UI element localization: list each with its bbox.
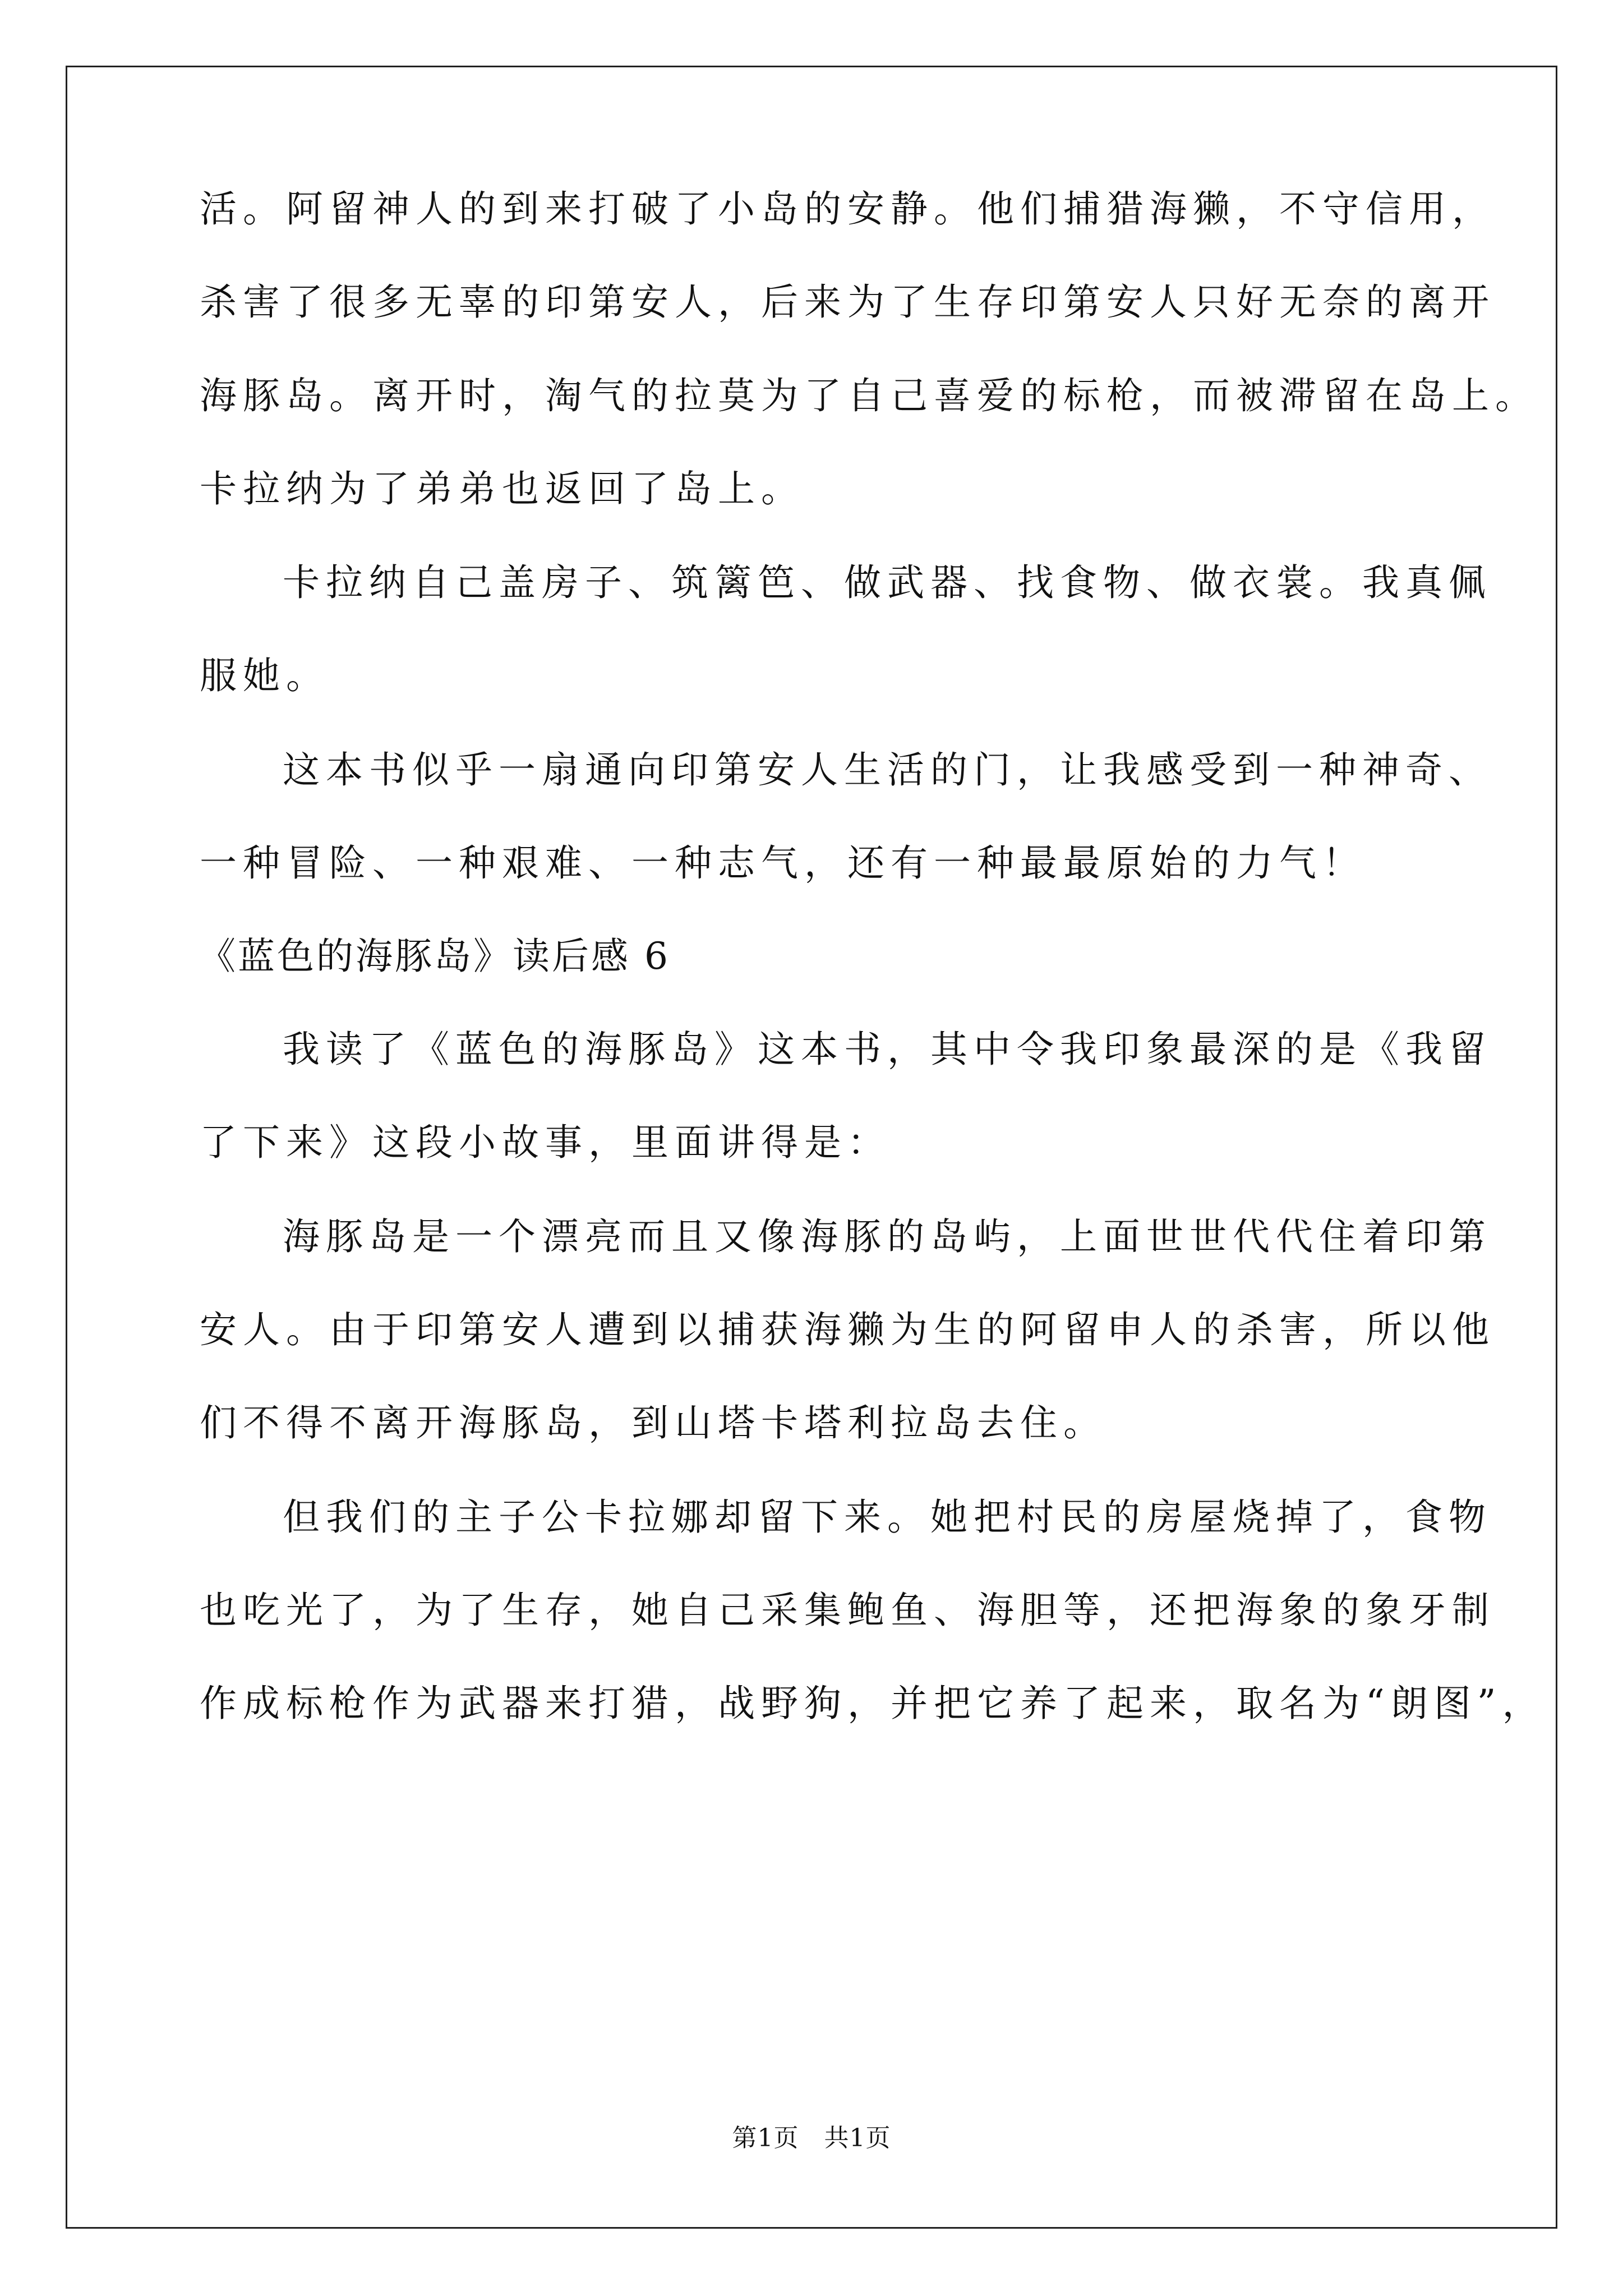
paragraph-line: 作成标枪作为武器来打猎，战野狗，并把它养了起来，取名为“朗图”， bbox=[200, 1682, 1546, 1725]
paragraph-line: 们不得不离开海豚岛，到山塔卡塔利拉岛去住。 bbox=[200, 1401, 1106, 1444]
paragraph-line: 安人。由于印第安人遭到以捕获海獭为生的阿留申人的杀害，所以他 bbox=[200, 1308, 1495, 1351]
paragraph-line: 但我们的主子公卡拉娜却留下来。她把村民的房屋烧掉了，食物 bbox=[283, 1496, 1492, 1539]
paragraph-line: 也吃光了，为了生存，她自己采集鲍鱼、海胆等，还把海象的象牙制 bbox=[200, 1589, 1495, 1632]
paragraph-line: 卡拉纳自己盖房子、筑篱笆、做武器、找食物、做衣裳。我真佩 bbox=[283, 561, 1492, 604]
paragraph-line: 海豚岛是一个漂亮而且又像海豚的岛屿，上面世世代代住着印第 bbox=[283, 1215, 1492, 1258]
paragraph-line: 服她。 bbox=[200, 654, 329, 697]
paragraph-line: 卡拉纳为了弟弟也返回了岛上。 bbox=[200, 467, 804, 510]
paragraph-line: 活。阿留神人的到来打破了小岛的安静。他们捕猎海獭，不守信用， bbox=[200, 187, 1495, 231]
paragraph-line: 一种冒险、一种艰难、一种志气，还有一种最最原始的力气！ bbox=[200, 841, 1366, 885]
page-number-footer: 第1页 共1页 bbox=[732, 2124, 891, 2152]
section-title: 《蓝色的海豚岛》读后感 6 bbox=[199, 935, 670, 978]
paragraph-line: 这本书似乎一扇通向印第安人生活的门，让我感受到一种神奇、 bbox=[283, 748, 1492, 792]
paragraph-line: 我读了《蓝色的海豚岛》这本书，其中令我印象最深的是《我留 bbox=[283, 1028, 1492, 1071]
paragraph-line: 了下来》这段小故事，里面讲得是： bbox=[200, 1121, 891, 1164]
paragraph-line: 杀害了很多无辜的印第安人，后来为了生存印第安人只好无奈的离开 bbox=[200, 280, 1495, 324]
paragraph-line: 海豚岛。离开时，淘气的拉莫为了自己喜爱的标枪，而被滞留在岛上。 bbox=[200, 374, 1538, 417]
